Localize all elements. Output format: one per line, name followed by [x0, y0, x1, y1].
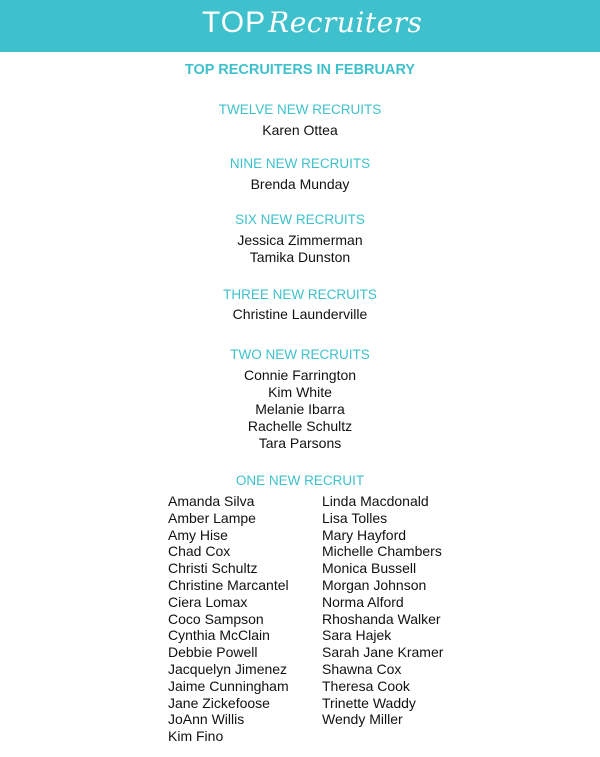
section-names-two: [0, 367, 600, 452]
recruiter-name: Rhoshanda Walker: [322, 610, 441, 627]
header-banner: [0, 0, 600, 52]
recruiter-name: Norma Alford: [322, 593, 404, 610]
recruiter-name: Kim Fino: [168, 728, 224, 745]
one-recruit-right-column: [322, 493, 443, 728]
one-recruit-left-column: [168, 493, 289, 745]
section-heading-two: TWO NEW RECRUITS: [230, 347, 370, 362]
recruiter-name: Rachelle Schultz: [247, 418, 353, 434]
recruiter-name: Amy Hise: [168, 526, 228, 543]
section-heading-three: THREE NEW RECRUITS: [223, 287, 377, 302]
recruiter-name: Trinette Waddy: [322, 694, 416, 711]
recruiter-name: Coco Sampson: [168, 610, 264, 627]
recruiter-name: Michelle Chambers: [322, 543, 442, 560]
recruiter-name: Wendy Miller: [322, 711, 403, 728]
recruiter-name: Sarah Jane Kramer: [322, 644, 444, 661]
section-heading-nine: NINE NEW RECRUITS: [229, 156, 371, 171]
recruiter-name: Connie Farrington: [243, 367, 357, 383]
recruiter-name: JoAnn Willis: [168, 711, 245, 728]
section-heading-one: ONE NEW RECRUIT: [235, 473, 365, 488]
section-names-three: [0, 306, 600, 323]
logo-script-text: Recruiters: [268, 6, 423, 39]
recruiter-name: Amanda Silva: [168, 493, 255, 509]
recruiter-name: Christine Marcantel: [168, 576, 289, 593]
recruiter-name: Theresa Cook: [322, 677, 410, 694]
recruiter-name: Jessica Zimmerman: [237, 232, 363, 248]
recruiter-name: Amber Lampe: [168, 509, 256, 526]
recruiter-name: Lisa Tolles: [322, 509, 388, 526]
recruiter-name: Debbie Powell: [168, 644, 258, 661]
recruiter-name: Tamika Dunston: [249, 249, 351, 265]
section-heading-six: SIX NEW RECRUITS: [235, 212, 365, 227]
recruiter-name: Kim White: [268, 384, 332, 400]
recruiter-name: Ciera Lomax: [168, 593, 248, 610]
recruiter-name: Mary Hayford: [322, 526, 407, 543]
top-recruiters-logo: [202, 6, 422, 40]
recruiter-name: Sara Hajek: [322, 627, 392, 644]
section-names-nine: [0, 176, 600, 193]
recruiter-name: Christine Launderville: [232, 306, 368, 322]
section-names-six: [0, 232, 600, 266]
recruiter-name: Melanie Ibarra: [255, 401, 345, 417]
recruiter-name: Cynthia McClain: [168, 627, 270, 644]
recruiter-name: Jane Zickefoose: [168, 694, 270, 711]
section-heading-twelve: TWELVE NEW RECRUITS: [218, 102, 382, 117]
logo-top-text: TOP: [202, 6, 267, 39]
recruiter-name: Chad Cox: [168, 543, 231, 560]
recruiter-name: Linda Macdonald: [322, 493, 429, 509]
recruiter-name: Jacquelyn Jimenez: [168, 660, 288, 677]
recruiter-name: Brenda Munday: [250, 176, 350, 192]
recruiter-name: Christi Schultz: [168, 560, 258, 577]
recruiter-name: Karen Ottea: [262, 122, 338, 138]
recruiter-name: Morgan Johnson: [322, 576, 427, 593]
section-names-twelve: [0, 122, 600, 139]
page-title: TOP RECRUITERS IN FEBRUARY: [184, 62, 416, 78]
recruiter-name: Jaime Cunningham: [168, 677, 289, 694]
recruiter-name: Shawna Cox: [322, 660, 402, 677]
recruiter-name: Monica Bussell: [322, 560, 417, 577]
recruiter-name: Tara Parsons: [258, 435, 342, 451]
